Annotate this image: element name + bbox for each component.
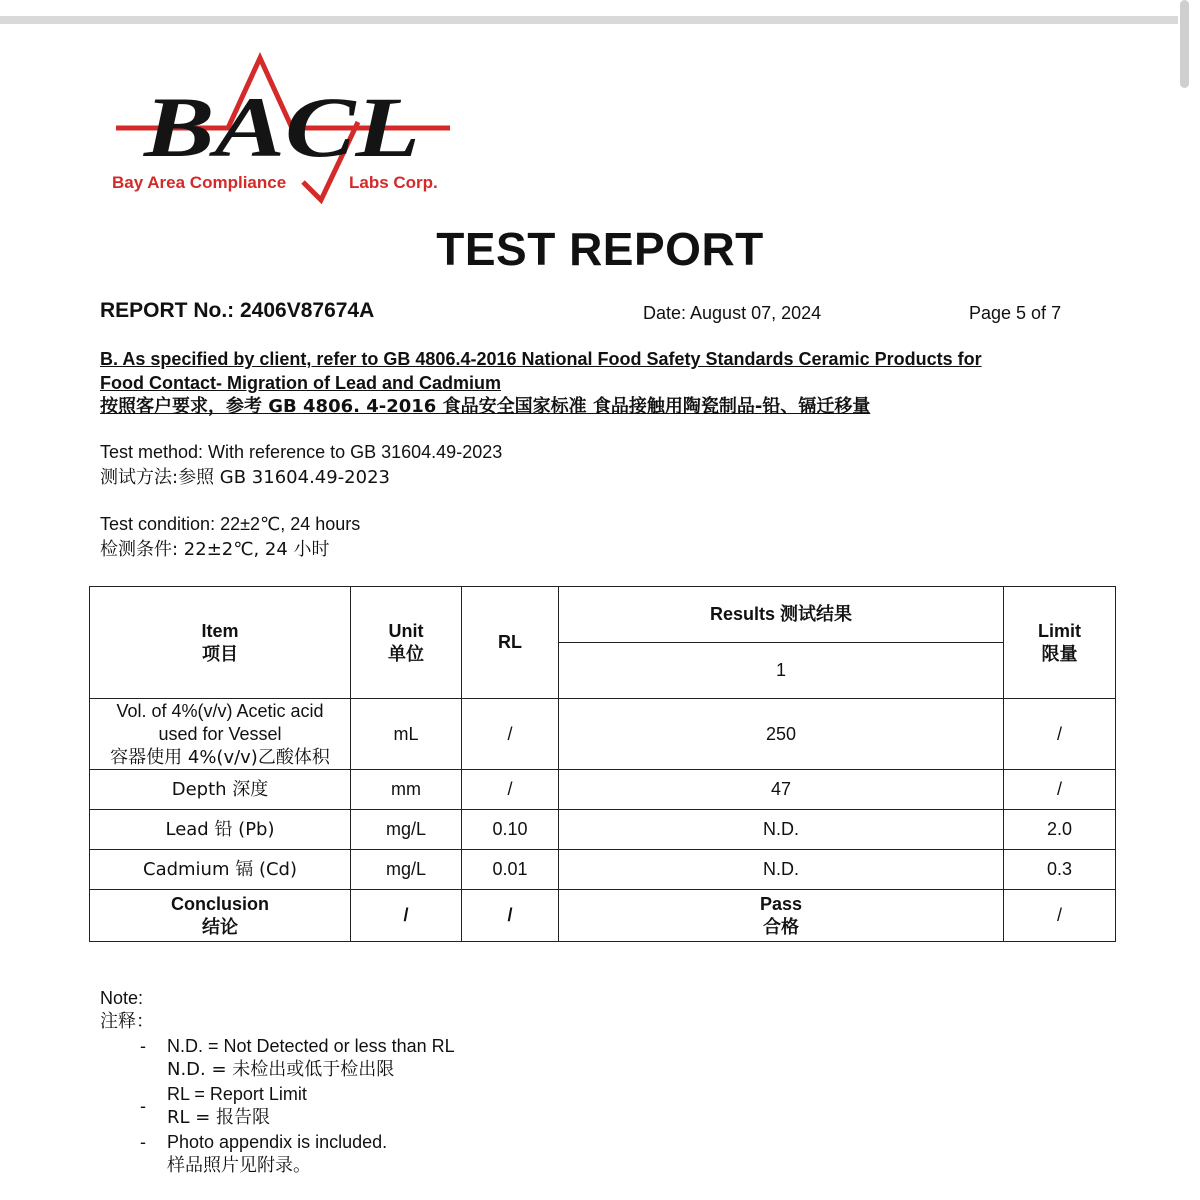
test-condition-en: Test condition: 22±2℃, 24 hours <box>100 514 361 534</box>
report-date: Date: August 07, 2024 <box>643 303 822 323</box>
note-text-en: N.D. = Not Detected or less than RL <box>167 1036 455 1056</box>
cell-conclusion-unit: / <box>351 890 462 942</box>
header-item: Item 项目 <box>90 587 351 699</box>
table-row <box>90 699 1116 770</box>
note-text-en: Photo appendix is included. <box>167 1132 388 1152</box>
table-header-row <box>90 587 1116 643</box>
test-condition <box>100 512 360 562</box>
cell-result: N.D. <box>559 850 1004 890</box>
header-rl: RL <box>462 587 559 699</box>
cell-unit: mg/L <box>351 810 462 850</box>
section-heading-line3: 按照客户要求，参考 GB 4806. 4-2016 食品安全国家标准 食品接触用陶瓷制品-铅、镉迁移量 <box>100 396 871 417</box>
note-text-en: RL = Report Limit <box>167 1084 307 1104</box>
window-top-bar <box>0 16 1178 24</box>
note-dash: - <box>140 1096 146 1116</box>
conclusion-row <box>90 890 1116 942</box>
bacl-logo-graphic <box>108 52 458 204</box>
cell-limit: / <box>1004 699 1116 770</box>
list-item <box>140 1082 455 1130</box>
cell-rl: / <box>462 699 559 770</box>
note-text-zh: 样品照片见附录。 <box>167 1155 311 1176</box>
cell-result: N.D. <box>559 810 1004 850</box>
cell-item: Lead 铅 (Pb) <box>90 810 351 850</box>
note-title-zh: 注释： <box>100 1011 154 1032</box>
note-title-en: Note: <box>100 988 144 1008</box>
scrollbar-thumb[interactable] <box>1180 0 1189 88</box>
test-method-en: Test method: With reference to GB 31604.49-2023 <box>100 442 503 462</box>
note-text-zh: RL = 报告限 <box>167 1107 271 1128</box>
cell-unit: mg/L <box>351 850 462 890</box>
table-row <box>90 810 1116 850</box>
cell-result: 250 <box>559 699 1004 770</box>
cell-limit: 0.3 <box>1004 850 1116 890</box>
cell-limit: / <box>1004 770 1116 810</box>
note-heading <box>100 986 154 1034</box>
cell-item: Cadmium 镉 (Cd) <box>90 850 351 890</box>
cell-item: Vol. of 4%(v/v) Acetic acid used for Vessel 容器使用 4%(v/v)乙酸体积 <box>90 699 351 770</box>
header-limit: Limit 限量 <box>1004 587 1116 699</box>
logo-letters: BACL <box>142 79 420 175</box>
cell-rl: / <box>462 770 559 810</box>
cell-conclusion-rl: / <box>462 890 559 942</box>
logo-company-right: Labs Corp. <box>349 173 438 192</box>
logo-company-left: Bay Area Compliance <box>112 173 287 192</box>
cell-unit: mm <box>351 770 462 810</box>
cell-item: Depth 深度 <box>90 770 351 810</box>
report-number: REPORT No.: 2406V87674A <box>100 299 375 322</box>
section-heading-line2: Food Contact- Migration of Lead and Cadmium <box>100 372 501 393</box>
notes-list <box>140 1034 455 1178</box>
header-unit: Unit 单位 <box>351 587 462 699</box>
cell-rl: 0.10 <box>462 810 559 850</box>
cell-conclusion-label: Conclusion 结论 <box>90 890 351 942</box>
page-title: TEST REPORT <box>436 223 764 275</box>
cell-rl: 0.01 <box>462 850 559 890</box>
list-item <box>140 1034 455 1082</box>
test-method-zh: 测试方法:参照 GB 31604.49-2023 <box>100 467 390 488</box>
test-condition-zh: 检测条件: 22±2℃, 24 小时 <box>100 539 330 560</box>
table-row <box>90 850 1116 890</box>
results-table <box>89 586 1116 942</box>
bacl-logo <box>108 52 458 204</box>
table-row <box>90 770 1116 810</box>
note-text-zh: N.D. = 未检出或低于检出限 <box>167 1059 395 1080</box>
note-dash: - <box>140 1132 146 1152</box>
page-number: Page 5 of 7 <box>969 303 1062 323</box>
list-item <box>140 1130 455 1178</box>
section-heading-line1: B. As specified by client, refer to GB 4806.4-2016 National Food Safety Standards Ceramic Products for <box>100 349 982 369</box>
test-method <box>100 440 502 490</box>
cell-conclusion-result: Pass 合格 <box>559 890 1004 942</box>
note-dash: - <box>140 1036 146 1056</box>
section-heading <box>100 348 1100 419</box>
cell-unit: mL <box>351 699 462 770</box>
cell-result: 47 <box>559 770 1004 810</box>
header-results: Results 测试结果 <box>559 587 1004 643</box>
header-results-sample: 1 <box>559 643 1004 699</box>
cell-limit: 2.0 <box>1004 810 1116 850</box>
cell-conclusion-limit: / <box>1004 890 1116 942</box>
